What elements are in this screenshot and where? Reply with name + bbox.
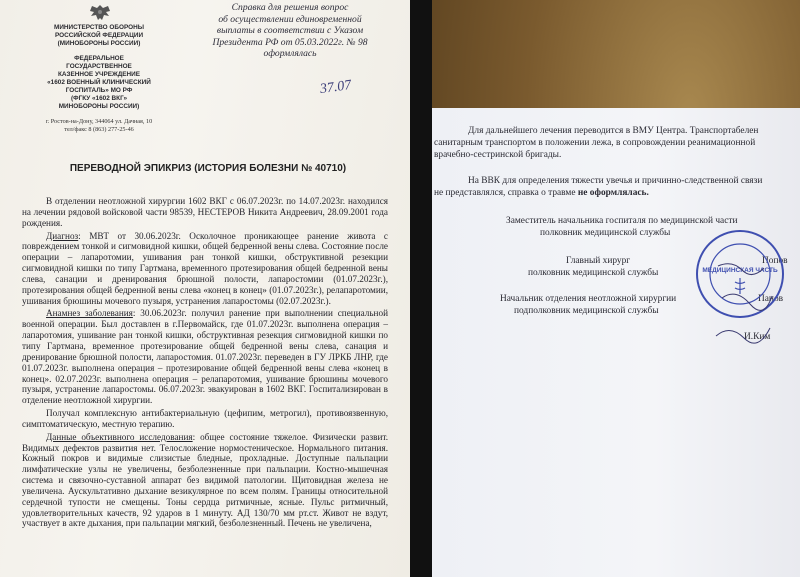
signer-1-title-2: полковник медицинской службы xyxy=(540,228,671,238)
document-body xyxy=(22,196,388,531)
signatures-scribble xyxy=(712,258,782,348)
double-headed-eagle-emblem-icon xyxy=(86,2,114,24)
signer-2-title-2: полковник медицинской службы xyxy=(528,268,659,278)
handwritten-note: Справка для решения вопрос об осуществлении единовременной выплаты в соответствии с Указом Президента РФ от 05.03.2022г. № 98 оформлялась xyxy=(212,2,368,59)
objective-text: : общее состояние тяжелое. Физически развит. Видимых дефектов развития нет. Телосложение нормостеническое. Нормального питания. Кожный покров и видимые слизистые бледные, прохладные. Доступные пальпации лимфатические узлы не увеличены, безболезненные при пальпации. Костно-мышечная система и связочно-суставной аппарат без видимой патологии. Щитовидная железа не увеличена. Аускультативно дыхание везикулярное по всем полям. Границы относительной сердечной тупости не смещены. Тоны сердца ритмичные, ясные. Пульс ритмичный, удовлетворительных качеств, 92 ударов в 1 минуту. АД 130/70 мм рт.ст. Живот не вздут, участвует в акте дыхания, при пальпации мягкий, безболезненный. Печень не увеличена, xyxy=(22,431,388,529)
signer-3-title-2: подполковник медицинской службы xyxy=(514,306,659,316)
vvk-line-2: не представлялся, справка о травме не оформлялась. xyxy=(434,188,649,198)
objective-paragraph xyxy=(22,432,388,530)
document-title: ПЕРЕВОДНОЙ ЭПИКРИЗ (ИСТОРИЯ БОЛЕЗНИ № 40710) xyxy=(69,163,347,174)
diagnosis-label: Диагноз xyxy=(46,230,79,241)
anamnesis-paragraph xyxy=(22,308,388,406)
handwritten-date: 37.07 xyxy=(319,77,353,98)
transfer-line-3: врачебно-сестринской бригады. xyxy=(434,150,562,160)
institution-address: г. Ростов-на-Дону, 344064 ул. Дачная, 10 тел/факс 8 (863) 277-25-46 xyxy=(45,118,153,133)
institution-header: ФЕДЕРАЛЬНОЕ ГОСУДАРСТВЕННОЕ КАЗЕННОЕ УЧРЕЖДЕНИЕ «1602 ВОЕННЫЙ КЛИНИЧЕСКИЙ ГОСПИТАЛЬ» МО РФ (ФГКУ «1602 ВКГ» МИНОБОРОНЫ РОССИИ) xyxy=(47,55,151,110)
page-gap xyxy=(410,0,432,577)
anamnesis-label: Анамнез заболевания xyxy=(46,308,133,319)
not-issued-bold: не оформлялась. xyxy=(577,188,649,198)
stamp-center-text: МЕДИЦИНСКАЯ ЧАСТЬ xyxy=(702,267,778,274)
transfer-line-2: санитарным транспортом в положении лежа, в сопровождении реанимационной xyxy=(434,138,756,148)
vvk-line-1: На ВВК для определения тяжести увечья и причинно-следственной связи xyxy=(468,176,763,186)
ministry-header: МИНИСТЕРСТВО ОБОРОНЫ РОССИЙСКОЙ ФЕДЕРАЦИИ (МИНОБОРОНЫ РОССИИ) xyxy=(54,24,144,47)
anamnesis-text: : 30.06.2023г. получил ранение при выполнении специальной военной операции. Был доставлен в г.Первомайск, где 01.07.2023г. выполнена операция – лапаротомия, ушивание ран тонкой кишки, обструктивная резекция сигмовидной кишки по типу Гартмана, временное протезирование общей бедренной вены слева, санация и дренирование брюшной полости, лапаростомия. 01.07.2023г. переведен в ГУ ЛРКБ ЛНР, где 01.07.2023г. выполнена операция – протезирование общей бедренной вены слева «конец в конец». 02.07.2023г. выполнена операция – релапаротомия, ушивание брюшины мочевого пузыря, устранение лапаростомы. 06.07.2023г. эвакуирован в 1602 ВКГ. Госпитализирован в отделение неотложной хирургии. xyxy=(22,308,388,406)
therapy-paragraph: Получал комплексную антибактериальную (цефипим, метрогил), противоязвенную, симптоматическую, местную терапию. xyxy=(22,408,388,429)
objective-label: Данные объективного исследования xyxy=(46,431,193,442)
diagnosis-text: : МВТ от 30.06.2023г. Осколочное проникающее ранение живота с повреждением тонкой и сигмовидной кишки, общей бедренной вены слева. Состояние после операции – лапаротомии, ушивания ран тонкой кишки, обструктивной резекции сигмовидной кишки по типу Гартмана, временного протезирования общей бедренной вены слева, санации и дренирования брюшной полости, лапаростомии (01.07.2023г.), протезирования общей бедренной вены слева «конец в конец» (01.07.2023г.), релапаротомии, ушивания брюшины мочевого пузыря, устранения лапаростомы (02.07.2023г.). xyxy=(22,230,388,306)
signer-1-title-1: Заместитель начальника госпиталя по медицинской части xyxy=(506,216,738,226)
intro-paragraph: В отделении неотложной хирургии 1602 ВКГ с 06.07.2023г. по 14.07.2023г. находился на лечении рядовой войсковой части 98539, НЕСТЕРОВ Никита Андреевич, 28.09.2001 года рождения. xyxy=(22,196,388,228)
transfer-line-1: Для дальнейшего лечения переводится в ВМУ Центра. Транспортабелен xyxy=(468,126,759,136)
diagnosis-paragraph xyxy=(22,231,388,307)
signer-2-name: Попов xyxy=(762,256,788,266)
signer-3-name: Панов xyxy=(758,294,784,304)
signer-3-title-1: Начальник отделения неотложной хирургии xyxy=(500,294,677,304)
signer-4-name: И.Ким xyxy=(744,332,771,342)
signer-2-title-1: Главный хирург xyxy=(566,256,631,266)
right-document-page xyxy=(432,108,800,577)
